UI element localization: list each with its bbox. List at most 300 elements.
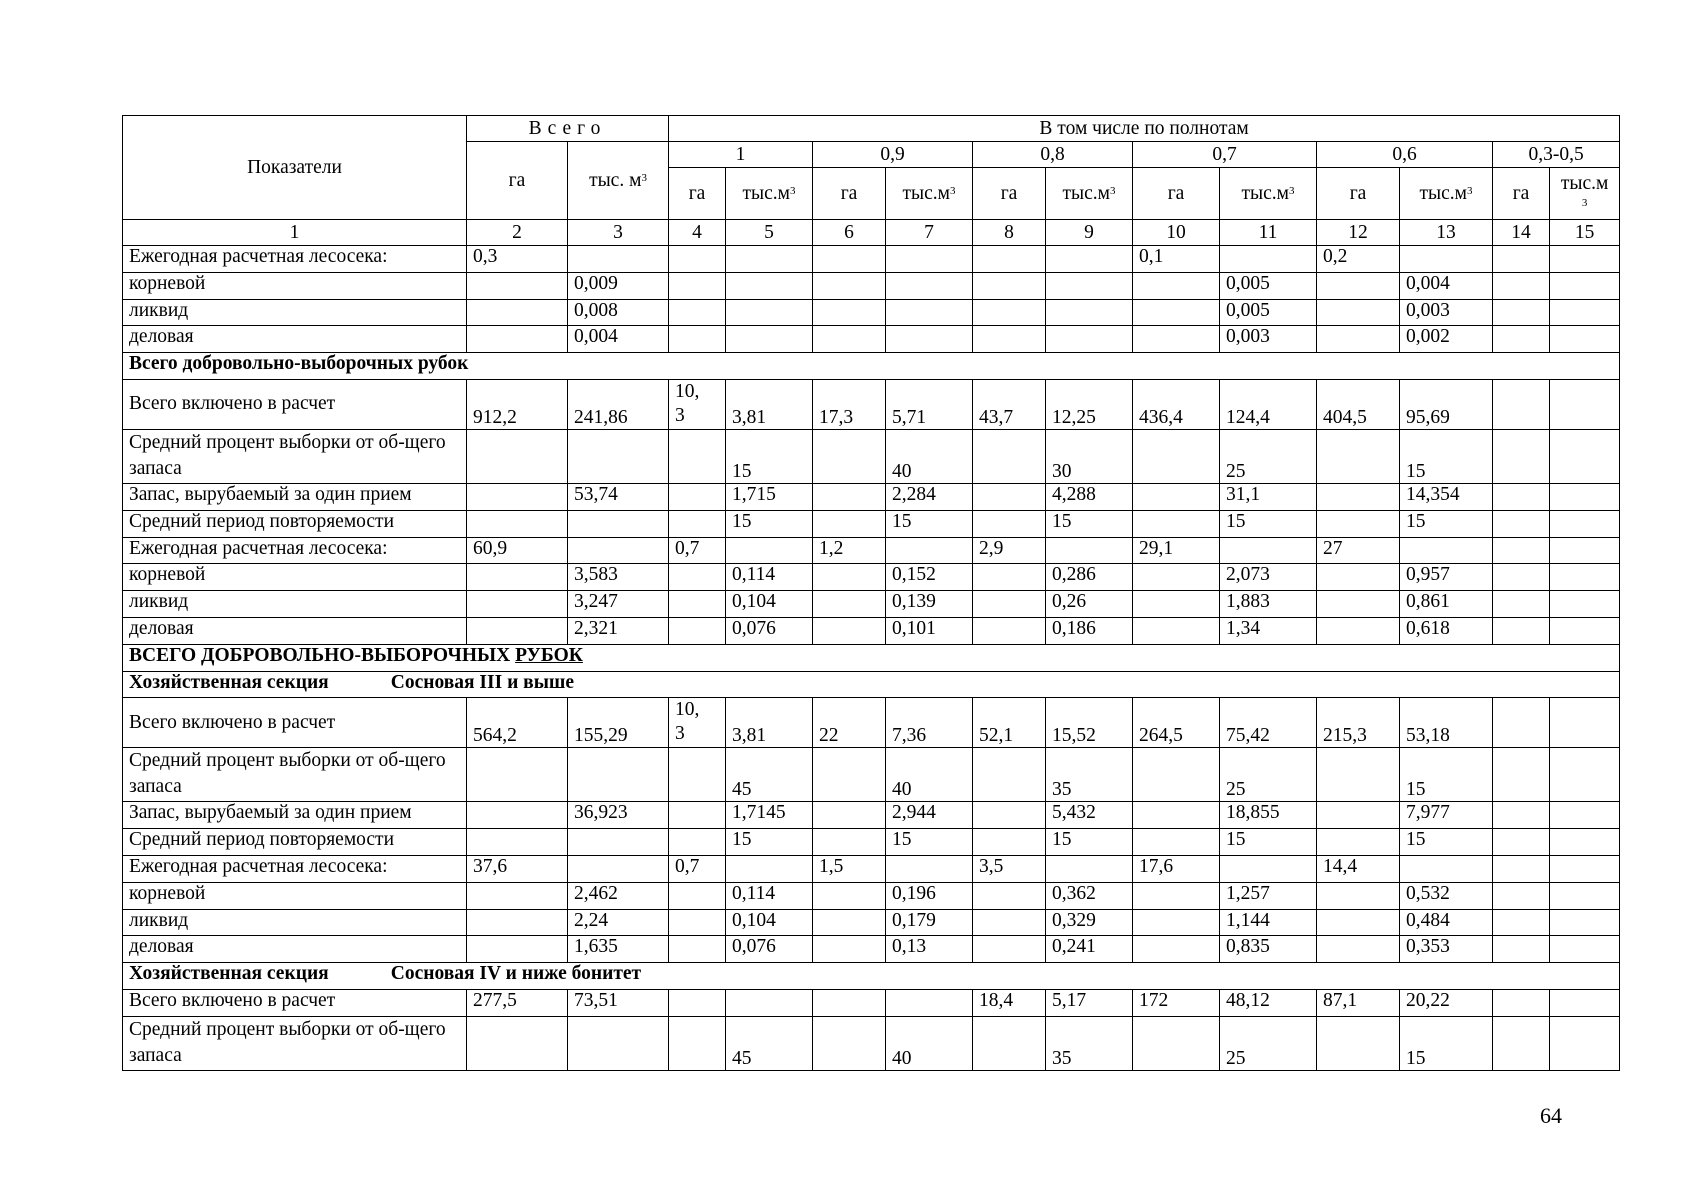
table-cell: 2,462: [568, 882, 669, 909]
table-cell: 2,073: [1220, 564, 1317, 591]
table-row: [123, 748, 1620, 802]
row-label: Запас, вырубаемый за один прием: [123, 802, 467, 829]
header-density-09: 0,9: [813, 142, 973, 168]
table-cell: [1133, 299, 1220, 326]
table-cell: 22: [813, 698, 886, 748]
table-cell: [669, 246, 726, 273]
table-cell: [726, 246, 813, 273]
table-cell: 29,1: [1133, 537, 1220, 564]
table-cell: [1493, 882, 1550, 909]
table-cell: 0,114: [726, 564, 813, 591]
table-cell: 2,944: [886, 802, 973, 829]
table-cell: 15,52: [1046, 698, 1133, 748]
table-cell: [669, 989, 726, 1016]
table-cell: 73,51: [568, 989, 669, 1016]
table-cell: [1317, 326, 1400, 353]
table-cell: [1046, 246, 1133, 273]
table-cell: [973, 246, 1046, 273]
column-number: 9: [1046, 220, 1133, 246]
table-cell: [1317, 936, 1400, 963]
header-density-03-05: 0,3-0,5: [1493, 142, 1620, 168]
table-cell: [1550, 429, 1620, 483]
table-cell: [973, 564, 1046, 591]
table-cell: [726, 855, 813, 882]
table-cell: 15: [1046, 829, 1133, 856]
table-cell: [1493, 564, 1550, 591]
table-cell: 0,104: [726, 591, 813, 618]
table-cell: 15: [726, 510, 813, 537]
table-cell: 0,005: [1220, 272, 1317, 299]
table-cell: 37,6: [467, 855, 568, 882]
table-cell: [1550, 299, 1620, 326]
table-cell: 3,81: [726, 698, 813, 748]
table-cell: [568, 537, 669, 564]
table-row: [123, 1016, 1620, 1070]
table-cell: 35: [1046, 1016, 1133, 1070]
table-cell: 1,635: [568, 936, 669, 963]
table-cell: [1550, 802, 1620, 829]
table-cell: [886, 989, 973, 1016]
table-cell: 15: [1400, 748, 1493, 802]
table-cell: [813, 299, 886, 326]
row-label: корневой: [123, 882, 467, 909]
table-cell: 0,1: [1133, 246, 1220, 273]
table-row: [123, 591, 1620, 618]
table-cell: [1550, 326, 1620, 353]
table-cell: 53,18: [1400, 698, 1493, 748]
table-cell: [1550, 698, 1620, 748]
table-cell: [813, 272, 886, 299]
table-cell: 277,5: [467, 989, 568, 1016]
table-cell: 15: [1220, 829, 1317, 856]
table-cell: [973, 272, 1046, 299]
table-row: [123, 671, 1620, 698]
row-label: ликвид: [123, 909, 467, 936]
header-ha: га: [1317, 168, 1400, 220]
column-number: 11: [1220, 220, 1317, 246]
table-cell: [568, 246, 669, 273]
table-cell: [467, 591, 568, 618]
table-cell: [1046, 326, 1133, 353]
table-cell: 564,2: [467, 698, 568, 748]
table-cell: [1133, 510, 1220, 537]
header-vol: $тыс.м^3$: [1220, 168, 1317, 220]
header-vol-last: тыс.м 3: [1550, 168, 1620, 220]
table-cell: 1,257: [1220, 882, 1317, 909]
table-cell: 0,003: [1220, 326, 1317, 353]
table-cell: [669, 1016, 726, 1070]
table-cell: 0,186: [1046, 617, 1133, 644]
table-cell: 0,3: [467, 246, 568, 273]
table-cell: [973, 591, 1046, 618]
table-cell: 40: [886, 1016, 973, 1070]
table-cell: 15: [886, 829, 973, 856]
table-cell: [886, 272, 973, 299]
table-cell: [1133, 936, 1220, 963]
table-cell: [1493, 510, 1550, 537]
table-cell: 0,861: [1400, 591, 1493, 618]
table-cell: 0,329: [1046, 909, 1133, 936]
header-density-1: 1: [669, 142, 813, 168]
table-cell: 10, 3: [669, 379, 726, 429]
table-cell: [1550, 379, 1620, 429]
table-cell: [1493, 617, 1550, 644]
table-cell: 17,3: [813, 379, 886, 429]
row-label: Средний период повторяемости: [123, 510, 467, 537]
table-cell: [1133, 909, 1220, 936]
table-cell: 87,1: [1317, 989, 1400, 1016]
section-heading: [123, 671, 1620, 698]
table-cell: [1493, 698, 1550, 748]
table-cell: [467, 429, 568, 483]
table-cell: 20,22: [1400, 989, 1493, 1016]
header-ha: га: [813, 168, 886, 220]
row-label: корневой: [123, 564, 467, 591]
table-row: [123, 882, 1620, 909]
header-by-density: В том числе по полнотам: [669, 116, 1620, 142]
table-cell: 35: [1046, 748, 1133, 802]
table-cell: [568, 829, 669, 856]
table-cell: [467, 617, 568, 644]
table-cell: 155,29: [568, 698, 669, 748]
section-heading: [123, 353, 1620, 380]
table-cell: [669, 272, 726, 299]
table-row: [123, 617, 1620, 644]
table-cell: [1493, 326, 1550, 353]
table-cell: 0,002: [1400, 326, 1493, 353]
table-row: [123, 483, 1620, 510]
table-cell: 17,6: [1133, 855, 1220, 882]
column-number: 12: [1317, 220, 1400, 246]
header-ha: га: [1133, 168, 1220, 220]
table-cell: 25: [1220, 429, 1317, 483]
section-heading-text: Всего добровольно-выборочных рубок: [129, 353, 469, 375]
table-cell: [886, 299, 973, 326]
table-cell: 1,34: [1220, 617, 1317, 644]
table-cell: 0,2: [1317, 246, 1400, 273]
table-cell: 215,3: [1317, 698, 1400, 748]
table-cell: 15: [1046, 510, 1133, 537]
table-cell: 95,69: [1400, 379, 1493, 429]
section-heading-text: Хозяйственная секция: [129, 671, 329, 693]
table-cell: 0,139: [886, 591, 973, 618]
column-number: 3: [568, 220, 669, 246]
table-cell: 18,855: [1220, 802, 1317, 829]
table-cell: 0,076: [726, 936, 813, 963]
table-cell: [467, 483, 568, 510]
table-cell: 15: [886, 510, 973, 537]
table-cell: [973, 909, 1046, 936]
table-cell: [726, 299, 813, 326]
table-cell: [1317, 564, 1400, 591]
section-heading: [123, 644, 1620, 671]
table-cell: [813, 510, 886, 537]
table-row: [123, 909, 1620, 936]
table-cell: [1317, 802, 1400, 829]
column-number: 13: [1400, 220, 1493, 246]
table-cell: [669, 510, 726, 537]
table-cell: [669, 591, 726, 618]
header-total-vol: тыс. $м^3$: [568, 142, 669, 220]
header-vol: $тыс.м^3$: [726, 168, 813, 220]
table-cell: [467, 882, 568, 909]
column-number: 2: [467, 220, 568, 246]
table-cell: 0,005: [1220, 299, 1317, 326]
table-cell: [973, 936, 1046, 963]
table-cell: [1493, 802, 1550, 829]
table-cell: [568, 429, 669, 483]
table-cell: [886, 537, 973, 564]
table-row: [123, 936, 1620, 963]
table-cell: [467, 936, 568, 963]
table-cell: 52,1: [973, 698, 1046, 748]
table-cell: 264,5: [1133, 698, 1220, 748]
column-number: 6: [813, 220, 886, 246]
table-cell: 0,179: [886, 909, 973, 936]
row-label: Всего включено в расчет: [123, 989, 467, 1016]
table-cell: 0,241: [1046, 936, 1133, 963]
table-cell: [1317, 299, 1400, 326]
table-cell: [467, 299, 568, 326]
table-cell: 0,196: [886, 882, 973, 909]
table-cell: 15: [1400, 829, 1493, 856]
table-cell: 124,4: [1220, 379, 1317, 429]
header-vol: $тыс.м^3$: [1046, 168, 1133, 220]
table-cell: 0,7: [669, 855, 726, 882]
table-cell: 60,9: [467, 537, 568, 564]
header-ha: га: [973, 168, 1046, 220]
row-label: ликвид: [123, 591, 467, 618]
column-number: 4: [669, 220, 726, 246]
table-cell: 0,362: [1046, 882, 1133, 909]
row-label: Средний процент выборки от об-щего запаса: [123, 748, 467, 802]
table-cell: [973, 1016, 1046, 1070]
table-cell: 31,1: [1220, 483, 1317, 510]
row-label: деловая: [123, 617, 467, 644]
table-cell: 7,977: [1400, 802, 1493, 829]
table-cell: [1400, 855, 1493, 882]
table-cell: [813, 909, 886, 936]
table-cell: [1317, 591, 1400, 618]
table-cell: [726, 326, 813, 353]
table-cell: [467, 326, 568, 353]
table-row: [123, 829, 1620, 856]
table-cell: [1493, 591, 1550, 618]
table-cell: [973, 326, 1046, 353]
table-cell: [813, 591, 886, 618]
table-cell: [886, 246, 973, 273]
table-cell: [1550, 936, 1620, 963]
column-number: 1: [123, 220, 467, 246]
column-number: 15: [1550, 220, 1620, 246]
table-cell: [1550, 483, 1620, 510]
table-cell: 0,286: [1046, 564, 1133, 591]
table-cell: 1,5: [813, 855, 886, 882]
table-body: [123, 246, 1620, 1071]
table-cell: 1,144: [1220, 909, 1317, 936]
table-row: [123, 963, 1620, 990]
column-number: 5: [726, 220, 813, 246]
table-cell: [669, 326, 726, 353]
table-cell: [813, 936, 886, 963]
table-cell: [467, 1016, 568, 1070]
table-cell: [1550, 882, 1620, 909]
table-cell: 75,42: [1220, 698, 1317, 748]
table-cell: [973, 299, 1046, 326]
table-cell: [1493, 989, 1550, 1016]
table-cell: [973, 483, 1046, 510]
table-cell: 36,923: [568, 802, 669, 829]
table-cell: 53,74: [568, 483, 669, 510]
table-row: [123, 299, 1620, 326]
table-cell: [1550, 909, 1620, 936]
table-cell: [813, 882, 886, 909]
table-cell: 0,7: [669, 537, 726, 564]
table-row: [123, 272, 1620, 299]
table-cell: [813, 989, 886, 1016]
table-cell: 0,532: [1400, 882, 1493, 909]
table-cell: 15: [1400, 429, 1493, 483]
table-cell: [813, 829, 886, 856]
table-cell: 0,353: [1400, 936, 1493, 963]
table-cell: [1133, 1016, 1220, 1070]
table-row: [123, 989, 1620, 1016]
header-density-06: 0,6: [1317, 142, 1493, 168]
header-vol: $тыс.м^3$: [886, 168, 973, 220]
table-cell: [1133, 802, 1220, 829]
column-number: 8: [973, 220, 1046, 246]
table-cell: 15: [726, 829, 813, 856]
table-cell: 14,4: [1317, 855, 1400, 882]
table-cell: [1133, 617, 1220, 644]
table-cell: 3,247: [568, 591, 669, 618]
table-cell: 1,7145: [726, 802, 813, 829]
table-cell: [1317, 272, 1400, 299]
table-cell: 0,104: [726, 909, 813, 936]
table-row: [123, 855, 1620, 882]
table-cell: [1133, 829, 1220, 856]
table-cell: 14,354: [1400, 483, 1493, 510]
table-row: [123, 326, 1620, 353]
table-cell: 0,076: [726, 617, 813, 644]
table-cell: 1,2: [813, 537, 886, 564]
table-cell: [813, 326, 886, 353]
table-cell: [1493, 829, 1550, 856]
section-heading-underlined: РУБОК: [515, 644, 583, 666]
table-cell: [568, 510, 669, 537]
table-cell: [669, 802, 726, 829]
table-cell: [1400, 537, 1493, 564]
table-cell: 15: [726, 429, 813, 483]
column-number-row: [123, 220, 1620, 246]
table-cell: [1493, 936, 1550, 963]
table-cell: [467, 272, 568, 299]
table-cell: 2,284: [886, 483, 973, 510]
table-cell: [568, 1016, 669, 1070]
table-cell: [467, 829, 568, 856]
table-cell: [467, 748, 568, 802]
table-cell: 5,71: [886, 379, 973, 429]
table-cell: [1133, 326, 1220, 353]
table-cell: [1550, 272, 1620, 299]
table-cell: 43,7: [973, 379, 1046, 429]
table-cell: 27: [1317, 537, 1400, 564]
table-cell: 3,5: [973, 855, 1046, 882]
row-label: корневой: [123, 272, 467, 299]
table-cell: 1,715: [726, 483, 813, 510]
table-cell: [467, 802, 568, 829]
table-cell: [886, 326, 973, 353]
table-cell: [1493, 483, 1550, 510]
table-cell: [1493, 909, 1550, 936]
table-cell: [1046, 855, 1133, 882]
section-heading-text: Хозяйственная секция: [129, 963, 329, 985]
row-label: Средний процент выборки от об-щего запаса: [123, 1016, 467, 1070]
table-cell: [1493, 1016, 1550, 1070]
table-cell: [726, 537, 813, 564]
table-cell: [1317, 829, 1400, 856]
table-row: [123, 644, 1620, 671]
table-cell: [467, 510, 568, 537]
table-cell: [1133, 564, 1220, 591]
table-cell: 0,152: [886, 564, 973, 591]
table-header: [123, 116, 1620, 246]
table-cell: [973, 510, 1046, 537]
table-cell: 10, 3: [669, 698, 726, 748]
table-cell: 5,432: [1046, 802, 1133, 829]
row-label: Ежегодная расчетная лесосека:: [123, 537, 467, 564]
table-cell: [813, 748, 886, 802]
table-cell: [886, 855, 973, 882]
table-row: [123, 510, 1620, 537]
table-row: [123, 246, 1620, 273]
row-label: Ежегодная расчетная лесосека:: [123, 246, 467, 273]
table-cell: 172: [1133, 989, 1220, 1016]
table-cell: [669, 936, 726, 963]
table-row: [123, 353, 1620, 380]
table-cell: 15: [1220, 510, 1317, 537]
table-cell: [669, 564, 726, 591]
table-cell: 30: [1046, 429, 1133, 483]
table-cell: [669, 617, 726, 644]
row-label: Запас, вырубаемый за один прием: [123, 483, 467, 510]
table-cell: 0,13: [886, 936, 973, 963]
table-cell: [467, 909, 568, 936]
table-cell: [1400, 246, 1493, 273]
table-cell: [1550, 989, 1620, 1016]
table-cell: 4,288: [1046, 483, 1133, 510]
table-cell: [1550, 829, 1620, 856]
table-cell: [1133, 882, 1220, 909]
table-cell: 0,114: [726, 882, 813, 909]
header-total: Всего: [467, 116, 669, 142]
table-cell: [1493, 246, 1550, 273]
table-cell: [973, 802, 1046, 829]
section-heading-text: ВСЕГО ДОБРОВОЛЬНО-ВЫБОРОЧНЫХ: [129, 644, 516, 666]
table-cell: 5,17: [1046, 989, 1133, 1016]
table-cell: 436,4: [1133, 379, 1220, 429]
table-cell: 40: [886, 429, 973, 483]
table-cell: 15: [1400, 1016, 1493, 1070]
header-vol: $тыс.м^3$: [1400, 168, 1493, 220]
table-cell: [1133, 591, 1220, 618]
table-cell: 2,9: [973, 537, 1046, 564]
table-cell: [669, 299, 726, 326]
row-label: Всего включено в расчет: [123, 379, 467, 429]
table-cell: [1317, 429, 1400, 483]
table-cell: 15: [1400, 510, 1493, 537]
table-cell: [1317, 617, 1400, 644]
